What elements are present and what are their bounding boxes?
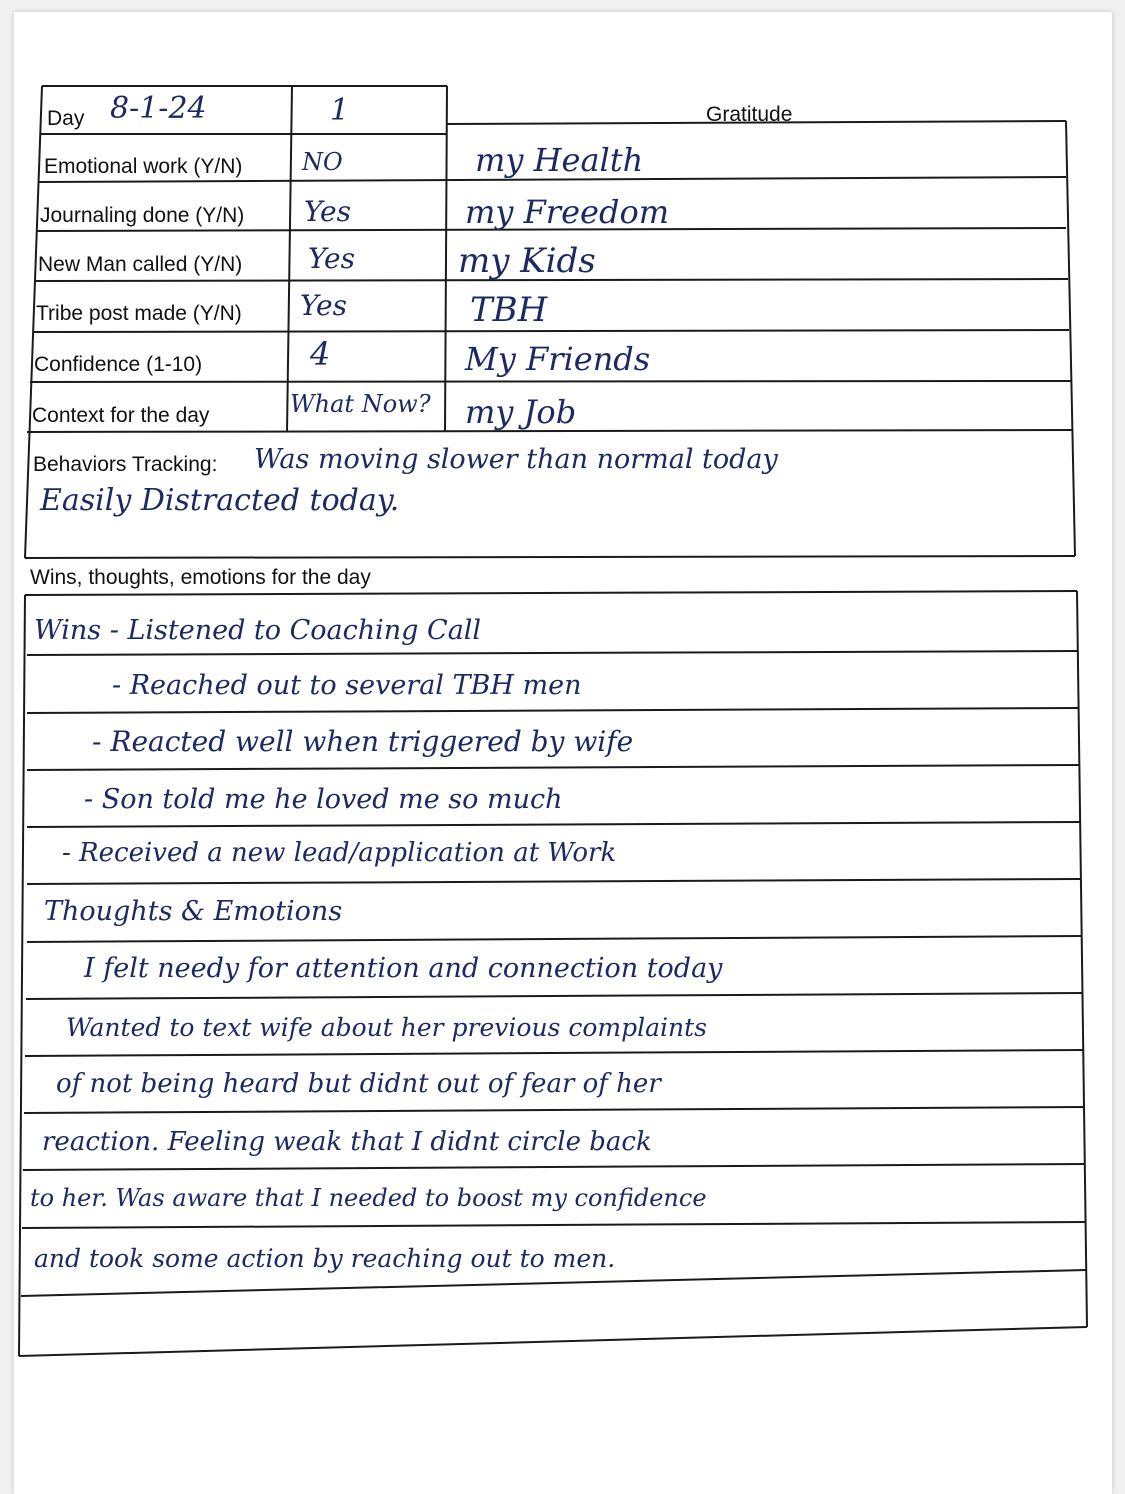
journal-line-4: - Son told me he loved me so much — [84, 784, 563, 815]
journal-line-2: - Reached out to several TBH men — [112, 670, 582, 701]
gratitude-item-3: my Kids — [458, 241, 596, 281]
journaling-value: Yes — [304, 195, 351, 228]
journal-line-9: of not being heard but didnt out of fear of her — [56, 1069, 661, 1099]
journal-line-8: Wanted to text wife about her previous complaints — [66, 1013, 707, 1042]
day-label: Day — [47, 107, 85, 130]
tribe-post-label: Tribe post made (Y/N) — [36, 302, 242, 325]
behaviors-line-1: Was moving slower than normal today — [254, 444, 778, 475]
journal-line-1: Wins - Listened to Coaching Call — [34, 615, 482, 646]
journal-line-12: and took some action by reaching out to men. — [34, 1244, 616, 1273]
emotional-work-label: Emotional work (Y/N) — [44, 155, 243, 178]
new-man-called-value: Yes — [308, 242, 355, 275]
tribe-post-value: Yes — [300, 289, 347, 322]
context-value: What Now? — [290, 390, 431, 418]
journal-line-11: to her. Was aware that I needed to boost my confidence — [30, 1184, 707, 1212]
journal-line-5: - Received a new lead/application at Work — [62, 838, 617, 868]
behaviors-line-2: Easily Distracted today. — [40, 483, 400, 518]
emotional-work-value: NO — [302, 148, 343, 176]
gratitude-item-4: TBH — [470, 290, 548, 330]
journal-line-3: - Reacted well when triggered by wife — [92, 725, 634, 758]
journaling-label: Journaling done (Y/N) — [40, 204, 245, 227]
journal-line-10: reaction. Feeling weak that I didnt circle back — [42, 1127, 652, 1157]
context-label: Context for the day — [32, 404, 210, 427]
wins-section-header: Wins, thoughts, emotions for the day — [30, 566, 371, 589]
day-number: 1 — [330, 93, 350, 128]
gratitude-item-2: my Freedom — [465, 193, 670, 231]
confidence-value: 4 — [310, 335, 331, 373]
gratitude-item-1: my Health — [475, 141, 644, 179]
day-date: 8-1-24 — [110, 91, 207, 126]
confidence-label: Confidence (1-10) — [34, 353, 203, 376]
new-man-called-label: New Man called (Y/N) — [38, 253, 243, 276]
journal-line-7: I felt needy for attention and connection today — [84, 953, 723, 984]
gratitude-item-5: My Friends — [465, 340, 651, 378]
gratitude-item-6: my Job — [465, 393, 577, 431]
journal-line-6: Thoughts & Emotions — [44, 896, 343, 927]
behaviors-label: Behaviors Tracking: — [33, 453, 218, 476]
gratitude-header: Gratitude — [706, 103, 793, 126]
